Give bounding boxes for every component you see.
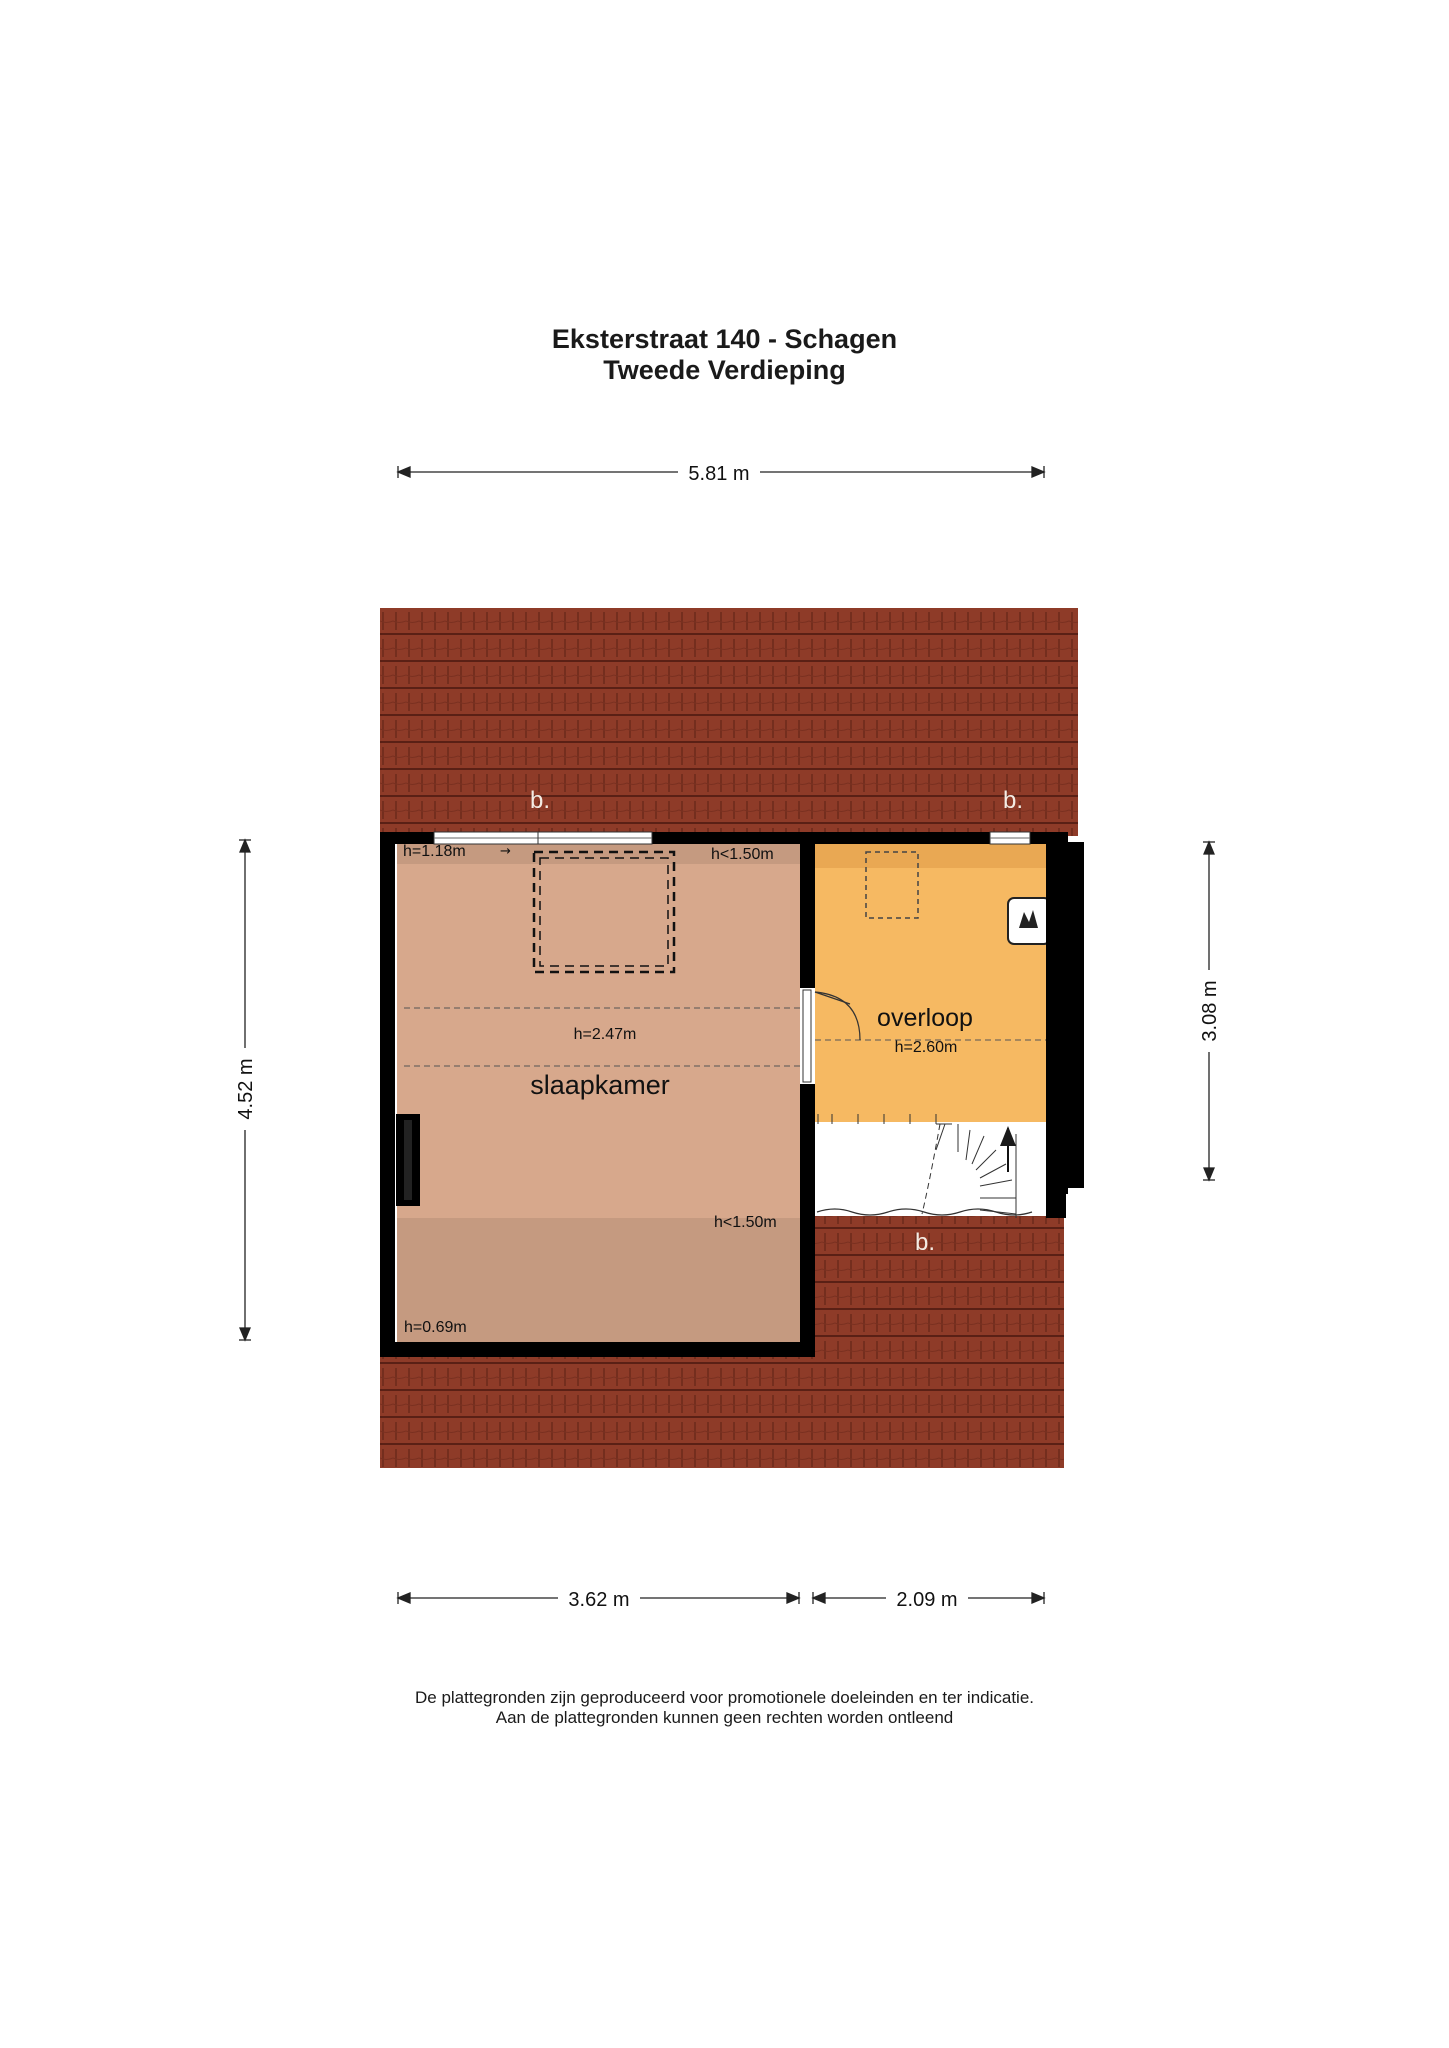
- disclaimer-line-2: Aan de plattegronden kunnen geen rechten worden ontleend: [495, 1708, 954, 1727]
- roof-top: [380, 608, 1078, 836]
- bedroom-label: slaapkamer: [530, 1070, 670, 1100]
- bedroom-arrow: →: [500, 844, 511, 859]
- bedroom-height-bottom-left: h=0.69m: [404, 1319, 467, 1336]
- roof-label-top-left: b.: [529, 787, 551, 814]
- bedroom-height-center: h=2.47m: [573, 1026, 637, 1043]
- dimension-bottom-right: 2.09 m: [896, 1589, 958, 1611]
- page-title: Eksterstraat 140 - Schagen: [551, 324, 898, 354]
- dimension-top-width: 5.81 m: [688, 463, 750, 485]
- bedroom-height-top-right: h<1.50m: [711, 846, 774, 863]
- landing-label: overloop: [877, 1004, 973, 1032]
- bedroom-height-top-left: h=1.18m: [403, 843, 466, 860]
- stairs: [815, 1114, 1047, 1218]
- dimension-left-height: 4.52 m: [235, 1058, 257, 1120]
- dimension-right-height: 3.08 m: [1199, 980, 1221, 1042]
- bedroom-height-bottom-right: h<1.50m: [714, 1214, 777, 1231]
- dimension-bottom-left: 3.62 m: [568, 1589, 630, 1611]
- landing-height-center: h=2.60m: [894, 1039, 958, 1056]
- boiler-icon: [1008, 898, 1050, 944]
- landing-floor: [815, 840, 1047, 1122]
- page-subtitle: Tweede Verdieping: [603, 355, 846, 385]
- disclaimer-line-1: De plattegronden zijn geproduceerd voor promotionele doeleinden en ter indicatie.: [414, 1688, 1035, 1707]
- roof-label-top-right: b.: [1002, 787, 1024, 814]
- roof-bottom: [380, 1346, 1064, 1468]
- roof-label-bottom: b.: [914, 1229, 936, 1256]
